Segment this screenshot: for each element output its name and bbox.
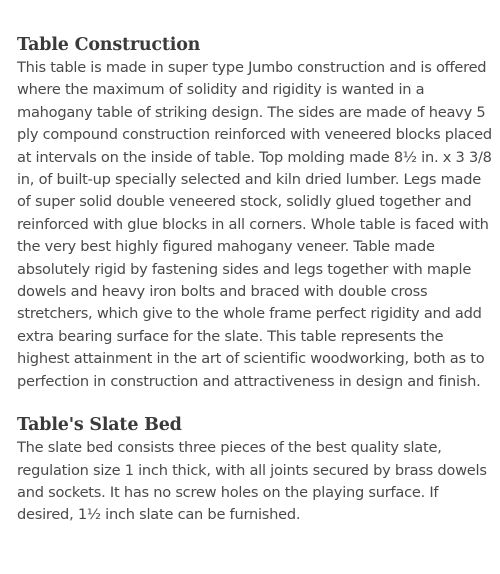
article-content [17, 34, 493, 527]
section-heading: Table Construction [17, 35, 201, 55]
section-paragraph: This table is made in super type Jumbo construction and is offered where the maximum of solidity and rigidity is wanted in a mahogany table of striking design. The sides are made of heavy 5 ply compound construction reinforced with veneered blocks placed at intervals on the inside of table. Top molding made 8½ in. x 3 3/8 in, of built-up specially selected and kiln dried lumber. Legs made of super solid double veneered stock, solidly glued together and reinforced with glue blocks in all corners. Whole table is faced with the very best highly figured mahogany veneer. Table made absolutely rigid by fastening sides and legs together with maple dowels and heavy iron bolts and braced with double cross stretchers, which give to the whole frame perfect rigidity and add extra bearing surface for the slate. This table represents the highest attainment in the art of scientific woodworking, both as to perfection in construction and attractiveness in design and finish. [17, 59, 492, 390]
section-table-construction [17, 34, 493, 393]
section-slate-bed [17, 414, 493, 527]
section-paragraph: The slate bed consists three pieces of the best quality slate, regulation size 1 inch thick, with all joints secured by brass dowels and sockets. It has no screw holes on the playing surface. If desired, 1½ inch slate can be furnished. [17, 439, 487, 524]
section-heading: Table's Slate Bed [17, 415, 182, 436]
